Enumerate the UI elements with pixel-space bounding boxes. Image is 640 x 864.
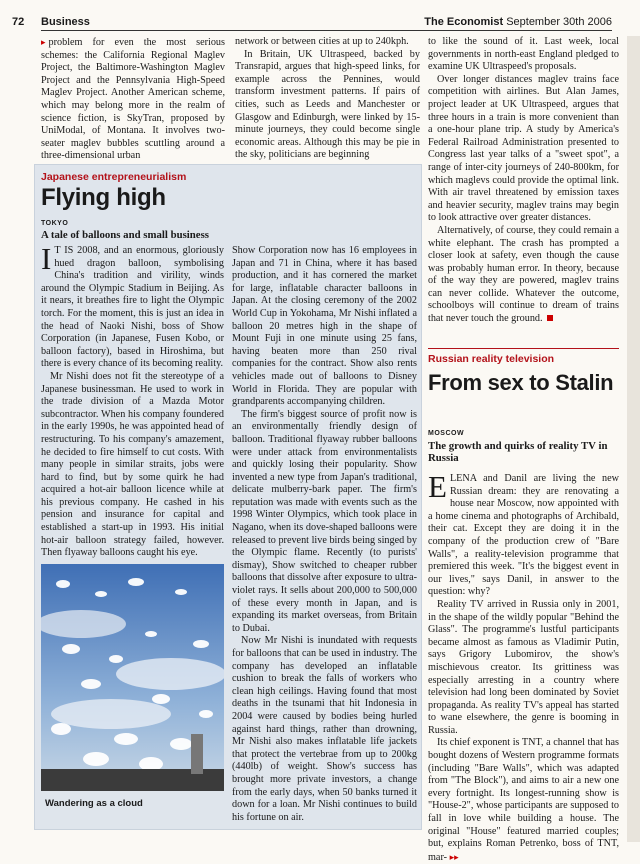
russia-rubric: The growth and quirks of reality TV in Russia — [428, 440, 608, 464]
page-header — [0, 0, 640, 30]
masthead — [424, 16, 612, 28]
russia-headline: From sex to Stalin — [428, 370, 614, 395]
russia-kicker: Russian reality television — [428, 348, 619, 365]
balloons-photo-image — [41, 564, 224, 791]
maglev-col3-p2: Over longer distances maglev trains face competition with airlines. But Alan James, project leader at UK Ultraspeed, argues that three hours in a train is more convenient than a one-hour plane trip. A study by America's Federal Railroad Administration presented to Congress last year talks of a "sweet spot", a range of inter-city journeys of 240-800km, for which maglevs could provide the optimal link. With air travel threatened by emission taxes and heavier security, maglev trains may begin to look attractive over greater distances. — [428, 73, 619, 224]
maglev-col2-p1: network or between cities at up to 240kph. — [235, 36, 409, 47]
russia-p2: Reality TV arrived in Russia only in 2001, in the shape of the wildly popular "Behind the Glass". The programme's lustful participants became almost as famous as Vladimir Putin, says Grigory Lubomirov, the show's mischievous creator. Its grittiness was especially arresting in a country where television had long been dominated by Soviet propaganda. As reality TV's appeal has started to wane elsewhere, the genre is booming in Russia. — [428, 598, 619, 736]
maglev-col3-p1: to like the sound of it. Last week, local governments in north-east England pledged to examine UK Ultraspeed's proposals. — [428, 36, 619, 73]
maglev-column-3 — [428, 36, 619, 326]
balloon-headline: Flying high — [41, 184, 166, 211]
page-number: 72 — [12, 16, 25, 28]
balloon-col1-p1: T IS 2008, and an enormous, gloriously hued dragon balloon, symbolising China's tradition and virility, winds around the Olympic Stadium in Beijing. As it nears, it breathes fire to light the Olympic torch. For the moment, this is just an idea in the head of Naoki Nishi, boss of Show Corporation (in Japanese, Fusen Kobo, or balloon factory), based in Hiroshima, but there is every chance of its becoming reality. — [41, 245, 224, 370]
balloon-rubric: A tale of balloons and small business — [41, 229, 209, 241]
maglev-col2-p2: In Britain, UK Ultraspeed, backed by Transrapid, argues that high-speed links, for example across the Pennines, would transform investment patterns. If pairs of cities, such as Leeds and Manchester or Glasgow and Edinburgh, were linked by 15-minute journeys, they could become single economic areas. Although this may be pie in the sky, politicians are beginning — [235, 48, 420, 161]
russia-p3: Its chief exponent is TNT, a channel that has bought dozens of Western programme formats (including "Bare Walls", which was adapted from "The Block"), and aims to air a new one every fortnight. Its longest-running show is "House-2", whose participants are supposed to fall in love while building a house. The original "House" featured married couples; but, explains Roman Petrenko, boss of TNT, mar- — [428, 737, 619, 863]
russia-p1: LENA and Danil are living the new Russian dream: they are renovating a house near Moscow, now appointed with a home cinema and photographs of Archibald, their cat. Except they are doing it in the company of the production crew of "Bare Walls", a reality-television programme that premiered this week. "It's the biggest event in our lives," says Danil, in answer to the question: why? — [428, 473, 619, 598]
russia-column — [428, 469, 619, 864]
balloon-col2-p2: The firm's biggest source of profit now is an environmentally friendly design of balloon. Traditional flyaway rubber balloons were under attack from environmentalists and quickly losing their popularity. Show invented a new type from Japan's traditional, delicate mulberry-bark paper. The firm's reputation was made with events such as the 1998 Winter Olympics, which took place in Nagano, when its dove-shaped balloons were released to prevent live birds being singed by the Olympic flame. Recently (to purists' dismay), Show switched to cheaper rubber balloons that dissolve after exposure to ultra-violet rays. It sells about 200,000 to 500,000 of these every month in Japan, and is expanding its market overseas, from Britain to Dubai. — [232, 408, 417, 634]
balloon-kicker: Japanese entrepreneurialism — [41, 171, 187, 183]
photo-caption: Wandering as a cloud — [45, 798, 143, 809]
header-rule — [41, 30, 612, 31]
page-edge — [627, 36, 640, 842]
maglev-column-1 — [41, 36, 225, 163]
issue-date: September 30th 2006 — [506, 16, 612, 28]
publication-name: The Economist — [424, 16, 504, 28]
russia-dropcap: E — [428, 469, 447, 504]
maglev-col3-p3: Alternatively, of course, they could remain a white elephant. The crash has prompted a closer look at safety, even though the cause was probably human error. In theory, because of the way they are powered, maglev trains can never collide. Whatever the outcome, schoolboys will continue to dream of trains that never touch the ground. — [428, 224, 619, 325]
maglev-column-2 — [235, 36, 420, 162]
balloon-dateline: TOKYO — [41, 220, 69, 227]
russia-dateline: MOSCOW — [428, 430, 465, 437]
balloon-col2-p1: Show Corporation now has 16 employees in Japan and 71 in China, where it has based production, and it has cornered the market for large, inflatable character balloons in Japan. At the closing ceremony of the 2002 World Cup in Yokohama, Mr Nishi inflated a balloon 20 metres high in the shape of Mount Fuji in one minute using 25 fans, having beaten more than 250 rival companies for the contract. Show also rents vehicles made out of balloons to Disney World in Florida. They are popular with grandparents accompanying children. — [232, 245, 417, 408]
section-name: Business — [41, 16, 90, 28]
maglev-col1-text: problem for even the most serious schemes: the California Regional Maglev Project, the Baltimore-Washington Maglev Project and the Pennsylvania High-Speed Maglev Project. Another American scheme, which may belong more in the realm of science fiction, is SkyTran, proposed by UniModal, of Montana. It involves two-seater maglev bubbles scuttling around a three-dimensional urban — [41, 37, 225, 162]
balloon-dropcap: I — [41, 241, 52, 276]
end-mark-icon — [547, 315, 553, 321]
balloon-column-2 — [232, 245, 417, 824]
continued-arrow-icon: ▸▸ — [449, 851, 459, 862]
balloons-photo — [41, 564, 224, 791]
balloon-column-1 — [41, 241, 224, 560]
continued-arrow-icon: ▸ — [41, 37, 46, 47]
balloon-col1-p2: Mr Nishi does not fit the stereotype of a Japanese businessman. He used to work in the trade division of a Mazda Motor subcontractor. When his company foundered in the early 1990s, he was appointed head of restructuring. To his company's amazement, he decided to fire himself to cut costs. With many people in similar straits, jobs were hard to find, but by some quirk he had acquired a hot-air balloon licence while at his previous company. He cashed in his pension and insurance for capital and established a start-up in 1993. His initial hot-air balloon strategy failed, however. Then flyaway balloons caught his eye. — [41, 370, 224, 559]
balloon-col2-p3: Now Mr Nishi is inundated with requests for balloons that can be used in industry. The company has developed an inflatable cushion to break the falls of workers who clean high ceilings. Having found that most deaths in the tsunami that hit Indonesia in 2004 were caused by bodies being hurled against hard things, rather than drowning, Mr Nishi also makes inflatable life jackets that protect the vertebrae from up to 200kg (440lb) of weight. Show's success has brought more private investors, a change from the early days, when 50 banks turned it down for a loan. Mr Nishi continues to build his fortune on air. — [232, 635, 417, 823]
